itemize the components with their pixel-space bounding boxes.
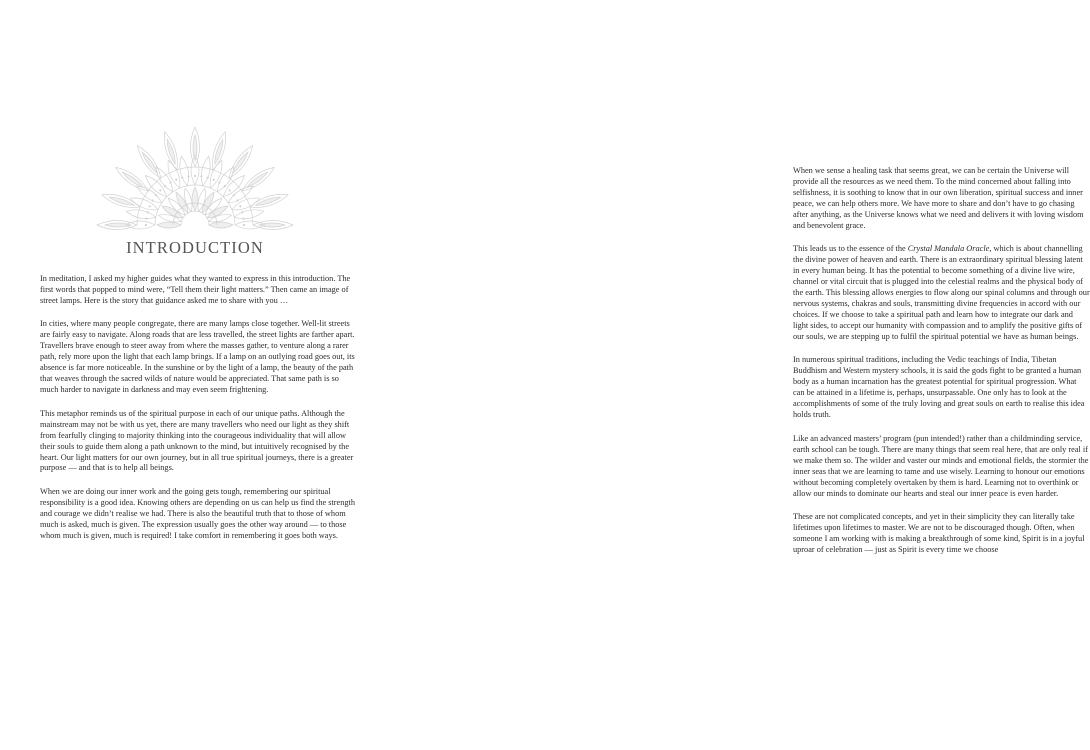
right-body	[793, 166, 1090, 569]
paragraph: Like an advanced masters’ program (pun intended!) rather than a childminding service, earth school can be tough. There are many things that seem real here, that are only real if we make them so. The wilder and vaster our minds and emotional fields, the stormier the inner seas that we are learning to tame and use wisely. Learning to honour our emotions without becoming completely overtaken by them is hard. Learning not to overthink or allow our minds to dominate our hearts and steal our inner peace is even harder.	[793, 433, 1089, 498]
paragraph: These are not complicated concepts, and yet in their simplicity they can literally take lifetimes upon lifetimes to master. We are not to be discouraged though. Often, when someone I am working with is making a breakthrough of some kind, Spirit is in a joyful uproar of celebration — just as Spirit is every time we choose	[793, 512, 1085, 554]
paragraph	[793, 244, 1090, 343]
paragraph: In meditation, I asked my higher guides what they wanted to express in this introduction. The first words that popped to mind were, “Tell them their light matters.” Then came an image of street lamps. Here is the story that guidance asked me to share with you …	[40, 274, 351, 305]
paragraph: This metaphor reminds us of the spiritual purpose in each of our unique paths. Although the mainstream may not be with us yet, there are many travellers who need our light as they shift from fearfully clinging to majority thinking into the courageous individuality that will allow their souls to guide them along a path unknown to the mind, but intuitively recognised by the heart. Our light matters for our own journey, but in all true spiritual journeys, there is a greater purpose — and that is to help all beings.	[40, 408, 354, 473]
mandala-ornament-icon	[95, 125, 295, 225]
paragraph-text: , which is about channelling the divine power of heaven and earth. There is an extraordinary spiritual blessing latent in every human being. It has the potential to become something of a divine live wire, channel or vital circuit that is plugged into the celestial realms and the physical body of the earth. This blessing allows energies to flow along our spinal columns and through our nervous systems, chakras and souls, transmitting divine frequencies in accord with our choices. If we choose to take a spiritual path and learn how to integrate our dark and light sides, to accept our humanity with compassion and to amplify the positive gifts of our souls, we are stepping up to fulfil the spiritual potential we have as human beings.	[793, 244, 1090, 341]
paragraph: When we sense a healing task that seems great, we can be certain the Universe will provide all the resources as we need them. To the mind concerned about falling into selfishness, it is soothing to know that in our own liberation, spiritual success and inner peace, we can help others more. We have more to share and don’t have to go chasing after anything, as the Universe knows what we need and delivers it with loving wisdom and benevolent grace.	[793, 166, 1084, 230]
book-title: Crystal Mandala Oracle	[907, 244, 990, 254]
left-body	[40, 274, 355, 554]
left-page	[0, 0, 375, 750]
right-page	[375, 0, 1090, 750]
paragraph: In cities, where many people congregate, there are many lamps close together. Well-lit streets are fairly easy to navigate. Along roads that are less travelled, the street lights are farther apart. Travellers brave enough to steer away from where the masses gather, to venture along a rarer path, rely more upon the light that each lamp brings. If a lamp on an outlying road goes out, its absence is far more noticeable. In the sunshine or by the light of a lamp, the beauty of the path that weaves through the sacred wilds of nature would be appreciated. That same path is so much harder to navigate in darkness and may even seem frightening.	[40, 319, 355, 395]
paragraph-text: This leads us to the essence of the	[793, 244, 908, 254]
paragraph: When we are doing our inner work and the going gets tough, remembering our spiritual responsibility is a good idea. Knowing others are depending on us can help us find the strength and courage we didn’t realise we had. There is also the beautiful truth that to those of whom much is asked, much is given. The expression usually goes the other way around — to those whom much is given, much is required! I take comfort in remembering it goes both ways.	[40, 487, 355, 540]
paragraph: In numerous spiritual traditions, including the Vedic teachings of India, Tibetan Buddhism and Western mystery schools, it is said the gods fight to be granted a human body as a human incarnation has the greatest potential for spiritual progression. What can be attained in a lifetime is, perhaps, unsurpassable. One only has to look at the accomplishments of some of the truly loving and great souls on earth to realise this idea holds truth.	[793, 355, 1085, 420]
page-title: INTRODUCTION	[126, 238, 264, 257]
